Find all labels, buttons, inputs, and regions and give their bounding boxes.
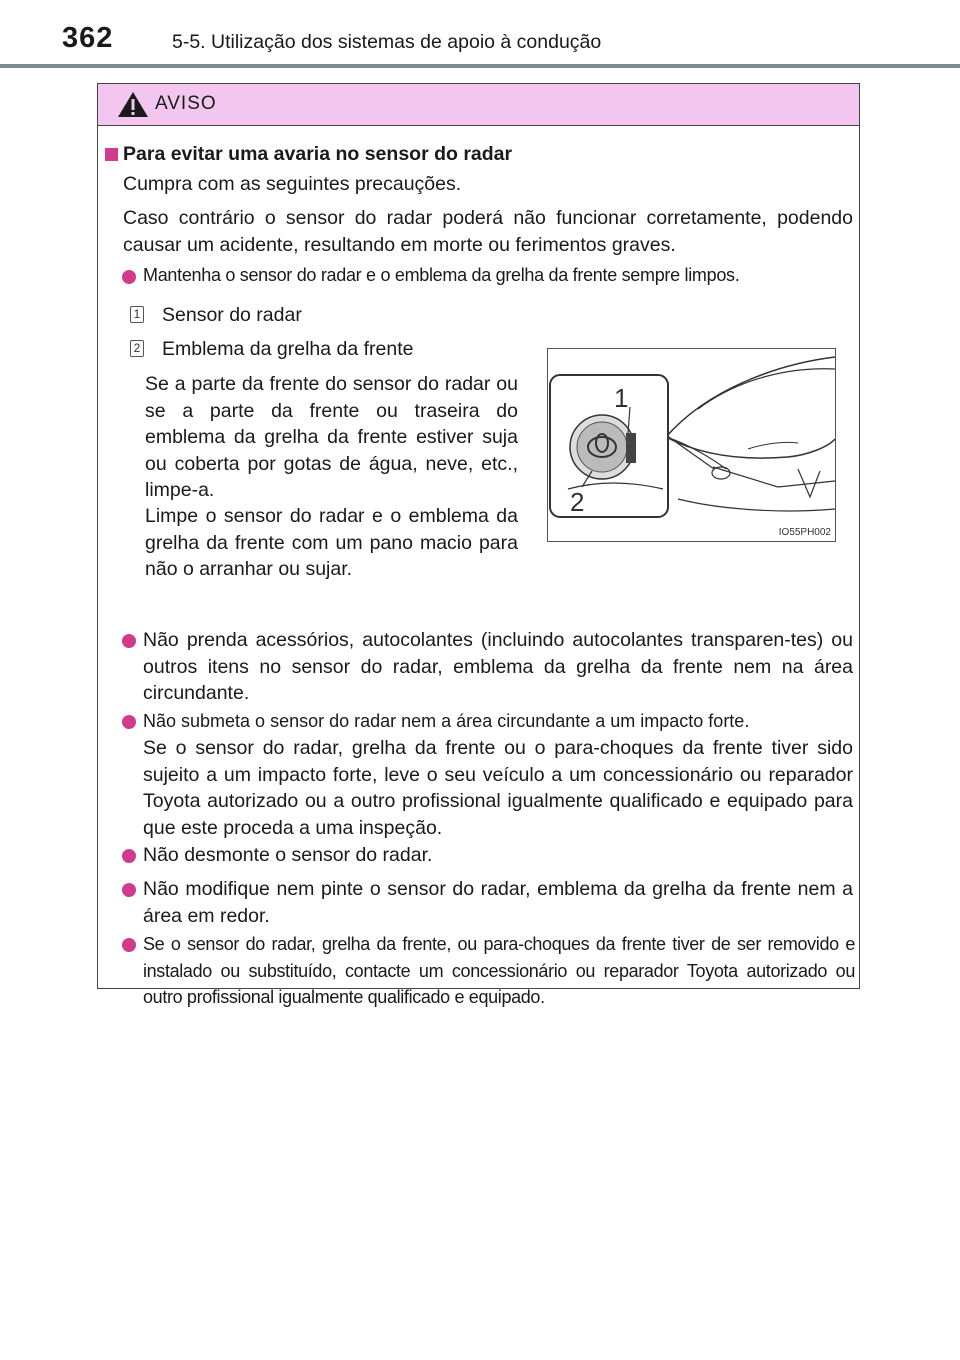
legend-label-2: Emblema da grelha da frente (162, 338, 414, 360)
square-bullet-icon (105, 148, 118, 161)
car-front-illustration (548, 349, 835, 541)
header-divider (0, 64, 960, 68)
page-number: 362 (62, 22, 114, 54)
warning-heading: Para evitar uma avaria no sensor do radar (123, 143, 513, 165)
bullet-dot-icon (122, 883, 136, 897)
warning-header (98, 84, 859, 126)
legend-number-2: 2 (130, 340, 144, 357)
section-title: 5-5. Utilização dos sistemas de apoio à condução (172, 31, 602, 53)
bullet-dot-icon (122, 270, 136, 284)
radar-sensor-figure (547, 348, 836, 542)
bullet-dot-icon (122, 634, 136, 648)
bullet-keep-clean: Mantenha o sensor do radar e o emblema da grelha da frente sempre limpos. (143, 265, 740, 285)
bullet-dot-icon (122, 849, 136, 863)
clean-instruction-2: Limpe o sensor do radar e o emblema da grelha da frente com um pano macio para não o arranhar ou sujar. (145, 505, 518, 580)
warning-box (97, 83, 860, 1007)
intro-text-2: Caso contrário o sensor do radar poderá não funcionar corretamente, podendo causar um acidente, resultando em morte ou ferimentos graves. (123, 207, 853, 256)
legend-label-1: Sensor do radar (162, 304, 302, 326)
legend-number-1: 1 (130, 306, 144, 323)
callout-1-label: 1 (614, 383, 629, 413)
bullet-dot-icon (122, 715, 136, 729)
warning-label: AVISO (155, 93, 217, 114)
bullet-no-accessories: Não prenda acessórios, autocolantes (incluindo autocolantes transparen-tes) ou outros itens no sensor do radar, emblema da grelha da frente nem na área circundante. (143, 629, 853, 704)
warning-triangle-icon (117, 91, 149, 118)
bullet-dot-icon (122, 938, 136, 952)
clean-instruction-1: Se a parte da frente do sensor do radar ou se a parte da frente ou traseira do emblema da grelha da frente estiver suja ou coberta por gotas de água, neve, etc., limpe-a. (145, 373, 518, 501)
intro-text-1: Cumpra com as seguintes precauções. (123, 173, 462, 195)
bullet-no-disassemble: Não desmonte o sensor do radar. (143, 844, 433, 866)
bullet-no-modify: Não modifique nem pinte o sensor do radar, emblema da grelha da frente nem a área em redor. (143, 878, 853, 927)
bullet-impact-inspection: Se o sensor do radar, grelha da frente ou o para-choques da frente tiver sido sujeito a um impacto forte, leve o seu veículo a um concessionário ou reparador Toyota autorizado ou a outro profissional igualmente qualificado e equipado para que este proceda a uma inspeção. (143, 737, 853, 839)
page-header (0, 0, 960, 66)
callout-2-label: 2 (570, 487, 585, 517)
bullet-replacement: Se o sensor do radar, grelha da frente, ou para-choques da frente tiver de ser removido e instalado ou substituído, contacte um concessionário ou reparador Toyota autorizado ou outro profissional igualmente qualificado e equipado. (143, 934, 855, 1007)
bullet-no-impact: Não submeta o sensor do radar nem a área circundante a um impacto forte. (143, 711, 750, 731)
figure-code: IO55PH002 (778, 527, 831, 538)
